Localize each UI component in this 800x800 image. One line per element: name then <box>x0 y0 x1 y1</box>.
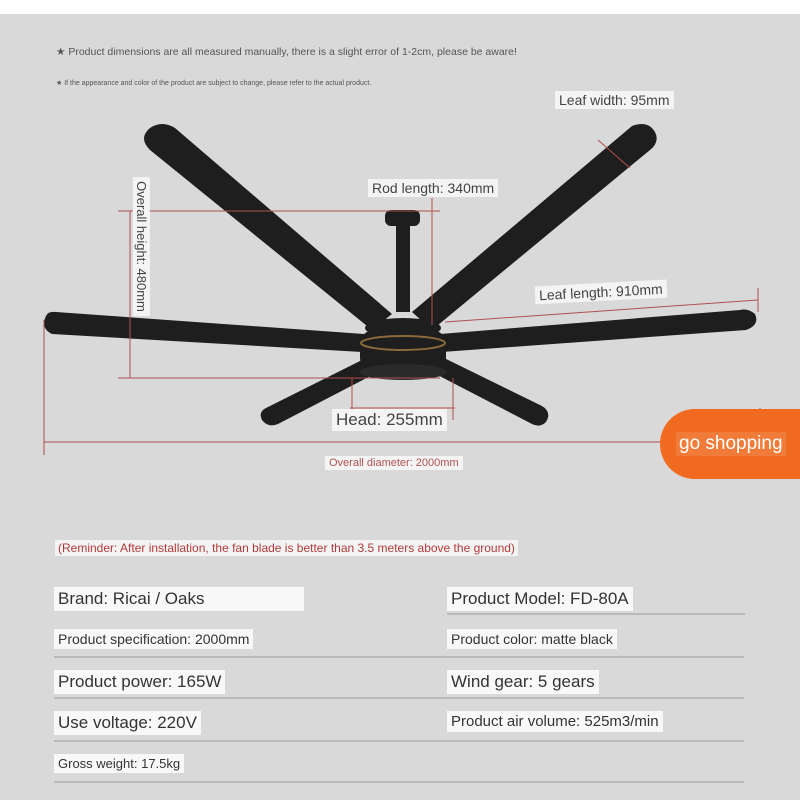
divider-row-1-right <box>447 613 745 615</box>
fan-blade-right <box>440 310 756 353</box>
spec-air-volume: Product air volume: 525m3/min <box>447 711 663 732</box>
go-shopping-label: go shopping <box>676 432 786 456</box>
spec-wind-gear: Wind gear: 5 gears <box>447 670 599 694</box>
head-label: Head: 255mm <box>332 409 447 431</box>
dimensions-note: ★ Product dimensions are all measured manually, there is a slight error of 1-2cm, please be aware! <box>56 46 517 58</box>
divider-row-2 <box>54 656 744 658</box>
spec-specification: Product specification: 2000mm <box>54 629 253 649</box>
spec-power: Product power: 165W <box>54 670 225 694</box>
rod-length-label: Rod length: 340mm <box>368 179 498 197</box>
spec-voltage: Use voltage: 220V <box>54 711 201 735</box>
overall-height-label: Overall height: 480mm <box>133 177 150 316</box>
appearance-note: ★ If the appearance and color of the product are subject to change, please refer to the actual product. <box>56 80 372 87</box>
downrod <box>396 222 410 312</box>
spec-color: Product color: matte black <box>447 629 617 649</box>
fan-blade-top-left <box>144 124 392 330</box>
divider-row-3 <box>54 697 744 699</box>
spec-gross-weight: Gross weight: 17.5kg <box>54 754 184 773</box>
divider-row-4 <box>54 740 744 742</box>
fan-blade-left <box>44 312 364 352</box>
leaf-width-label: Leaf width: 95mm <box>555 91 674 109</box>
leaf-length-label: Leaf length: 910mm <box>535 280 668 305</box>
installation-reminder: (Reminder: After installation, the fan blade is better than 3.5 meters above the ground) <box>55 540 518 556</box>
spec-brand: Brand: Ricai / Oaks <box>54 587 304 611</box>
overall-diameter-label: Overall diameter: 2000mm <box>325 456 463 470</box>
divider-row-5 <box>54 781 744 783</box>
go-shopping-button[interactable] <box>660 409 800 479</box>
spec-model: Product Model: FD-80A <box>447 587 633 611</box>
top-white-strip <box>0 0 800 14</box>
